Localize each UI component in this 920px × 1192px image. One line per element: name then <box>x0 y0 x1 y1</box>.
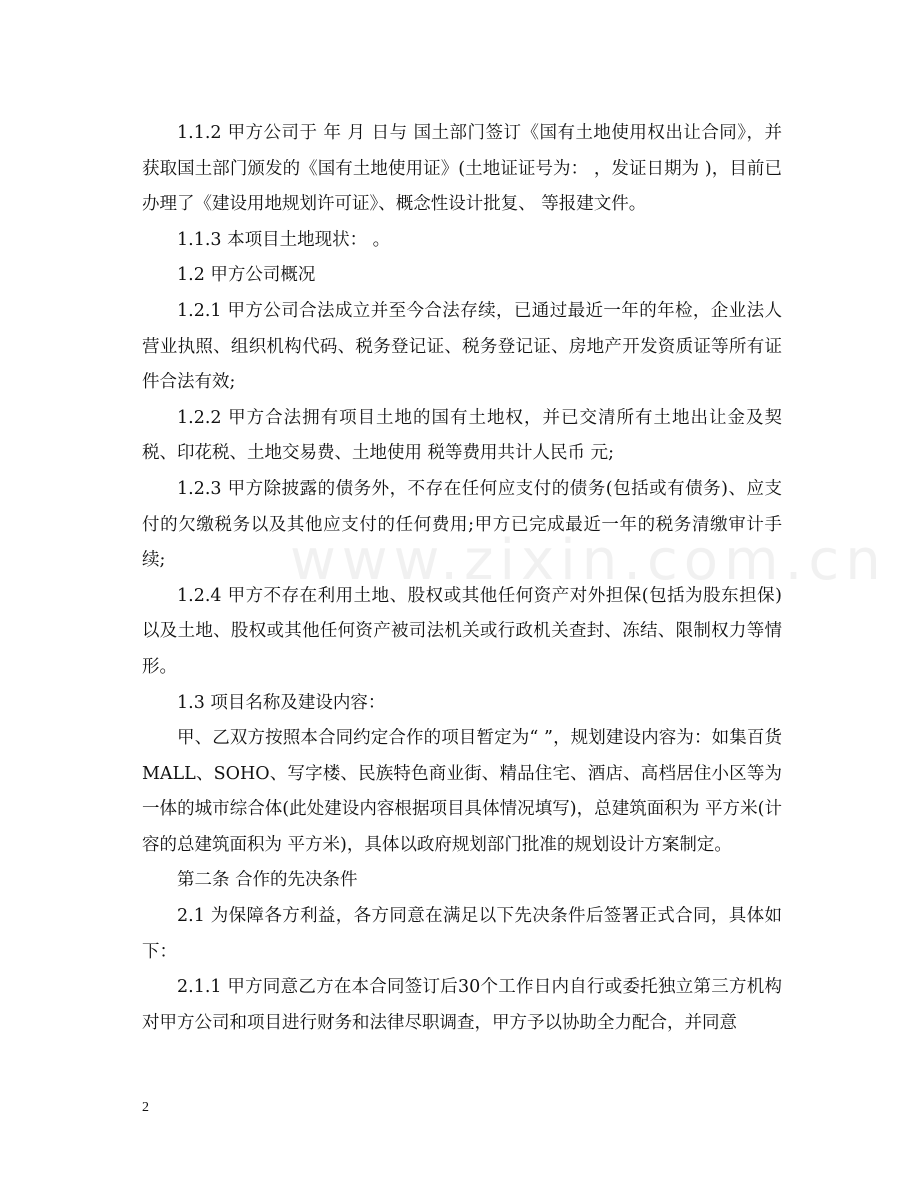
paragraph-project-description: 甲、乙双方按照本合同约定合作的项目暂定为“ ”，规划建设内容为：如集百货MALL、SOHO、写字楼、民族特色商业街、精品住宅、酒店、高档居住小区等为一体的城市综合体(此处建设内容根据项目具体情况填写)，总建筑面积为 平方米(计容的总建筑面积为 平方米)，具体以政府规划部门批准的规划设计方案制定。 <box>142 728 782 855</box>
heading-article-two: 第二条 合作的先决条件 <box>177 870 358 891</box>
document-body <box>142 116 782 1041</box>
paragraph-2-1-1: 2.1.1 甲方同意乙方在本合同签订后30个工作日内自行或委托独立第三方机构对甲方公司和项目进行财务和法律尽职调查，甲方予以协助全力配合，并同意 <box>142 977 782 1033</box>
heading-1-3: 1.3 项目名称及建设内容： <box>177 692 386 713</box>
paragraph-1-2-2: 1.2.2 甲方合法拥有项目土地的国有土地权，并已交清所有土地出让金及契税、印花税、土地交易费、土地使用 税等费用共计人民币 元; <box>142 407 782 464</box>
watermark: www.zixin.com.cn <box>290 528 887 593</box>
paragraph-1-2-3: 1.2.3 甲方除披露的债务外，不存在任何应支付的债务(包括或有债务)、应支付的欠缴税务以及其他应支付的任何费用;甲方已完成最近一年的税务清缴审计手续; <box>142 478 782 571</box>
paragraph-1-2-4: 1.2.4 甲方不存在利用土地、股权或其他任何资产对外担保(包括为股东担保)以及土地、股权或其他任何资产被司法机关或行政机关查封、冻结、限制权力等情形。 <box>142 585 782 677</box>
paragraph-1-1-3: 1.1.3 本项目土地现状： 。 <box>177 229 391 250</box>
heading-1-2: 1.2 甲方公司概况 <box>177 265 316 286</box>
paragraph-1-1-2: 1.1.2 甲方公司于 年 月 日与 国土部门签订《国有土地使用权出让合同》，并获取国土部门颁发的《国有土地使用证》(土地证证号为： ，发证日期为 )，目前已办理了《建设用地规划许可证》、概念性设计批复、 等报建文件。 <box>142 123 782 215</box>
paragraph-2-1: 2.1 为保障各方利益，各方同意在满足以下先决条件后签署正式合同，具体如下： <box>142 906 782 962</box>
paragraph-1-2-1: 1.2.1 甲方公司合法成立并至今合法存续，已通过最近一年的年检，企业法人营业执照、组织机构代码、税务登记证、税务登记证、房地产开发资质证等所有证件合法有效; <box>142 300 782 393</box>
page-number: 2 <box>142 1100 149 1115</box>
